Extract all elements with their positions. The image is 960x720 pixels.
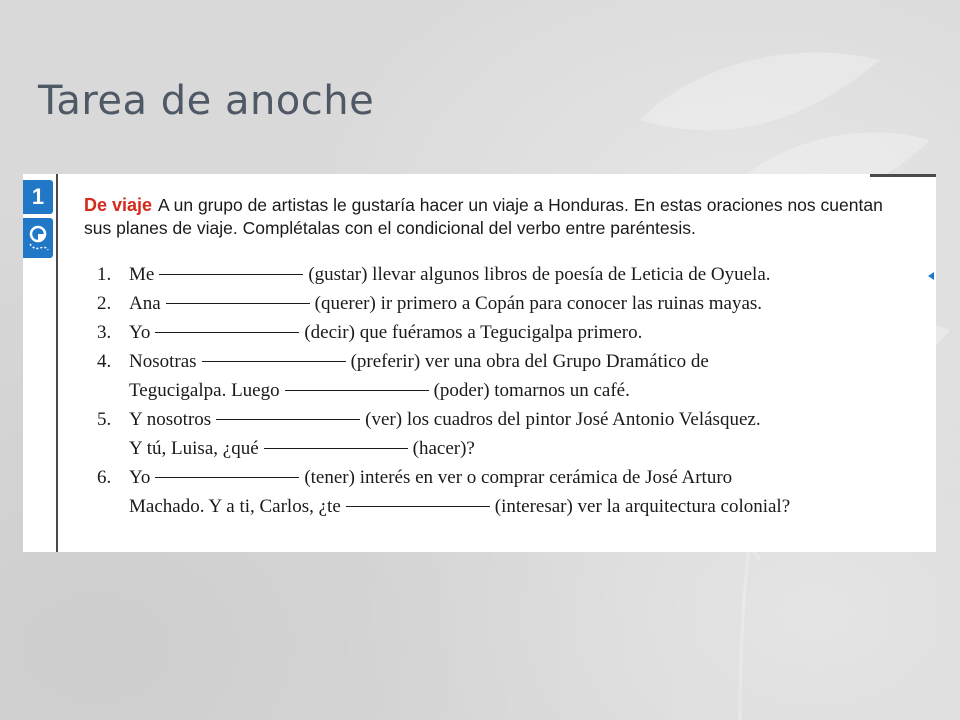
item-text: Me xyxy=(129,264,155,285)
item-number: 2. xyxy=(97,293,112,314)
exercise-number-badge: 1 xyxy=(23,180,53,214)
list-item xyxy=(97,347,927,405)
exercise-instructions xyxy=(84,194,914,240)
item-text: Nosotras xyxy=(129,351,197,372)
list-item xyxy=(97,289,927,318)
left-margin-rule xyxy=(56,174,58,552)
item-text: Tegucigalpa. Luego xyxy=(129,380,280,401)
item-text: (tener) interés en ver o comprar cerámica de José Arturo xyxy=(304,467,733,488)
item-text: Ana xyxy=(129,293,161,314)
exercise-heading: De viaje xyxy=(84,195,153,215)
list-item xyxy=(97,463,927,521)
answer-blank[interactable] xyxy=(216,418,360,420)
item-text: Y nosotros xyxy=(129,409,212,430)
list-item xyxy=(97,318,927,347)
item-text: (preferir) ver una obra del Grupo Dramático de xyxy=(350,351,709,372)
answer-blank[interactable] xyxy=(285,389,429,391)
item-text: (decir) que fuéramos a Tegucigalpa primero. xyxy=(304,322,643,343)
instructions-text: A un grupo de artistas le gustaría hacer un viaje a Honduras. En estas oraciones nos cuentan sus planes de viaje. Complétalas con el condicional del verbo entre paréntesis. xyxy=(84,195,883,238)
exercise-panel xyxy=(23,174,936,552)
item-text: Yo xyxy=(129,467,151,488)
item-number: 5. xyxy=(97,409,112,430)
exercise-items xyxy=(97,260,927,521)
item-number: 3. xyxy=(97,322,112,343)
list-item xyxy=(97,260,927,289)
answer-blank[interactable] xyxy=(346,505,490,507)
answer-blank[interactable] xyxy=(159,273,303,275)
item-text: (hacer)? xyxy=(412,438,475,459)
top-rule xyxy=(870,174,936,177)
item-text: (gustar) llevar algunos libros de poesía de Leticia de Oyuela. xyxy=(308,264,771,285)
slide-title: Tarea de anoche xyxy=(38,78,375,124)
list-item xyxy=(97,405,927,463)
item-text: (ver) los cuadros del pintor José Antonio Velásquez. xyxy=(365,409,761,430)
item-text: (poder) tomarnos un café. xyxy=(433,380,630,401)
item-text: Y tú, Luisa, ¿qué xyxy=(129,438,259,459)
answer-blank[interactable] xyxy=(202,360,346,362)
answer-blank[interactable] xyxy=(155,476,299,478)
item-text: (querer) ir primero a Copán para conocer las ruinas mayas. xyxy=(314,293,763,314)
item-number: 1. xyxy=(97,264,112,285)
item-text: Machado. Y a ti, Carlos, ¿te xyxy=(129,496,341,517)
writing-practice-icon xyxy=(23,218,53,258)
item-number: 6. xyxy=(97,467,112,488)
answer-blank[interactable] xyxy=(166,302,310,304)
item-text: Yo xyxy=(129,322,151,343)
arrow-left-icon xyxy=(928,272,934,280)
answer-blank[interactable] xyxy=(155,331,299,333)
answer-blank[interactable] xyxy=(264,447,408,449)
item-text: (interesar) ver la arquitectura colonial? xyxy=(494,496,791,517)
item-number: 4. xyxy=(97,351,112,372)
